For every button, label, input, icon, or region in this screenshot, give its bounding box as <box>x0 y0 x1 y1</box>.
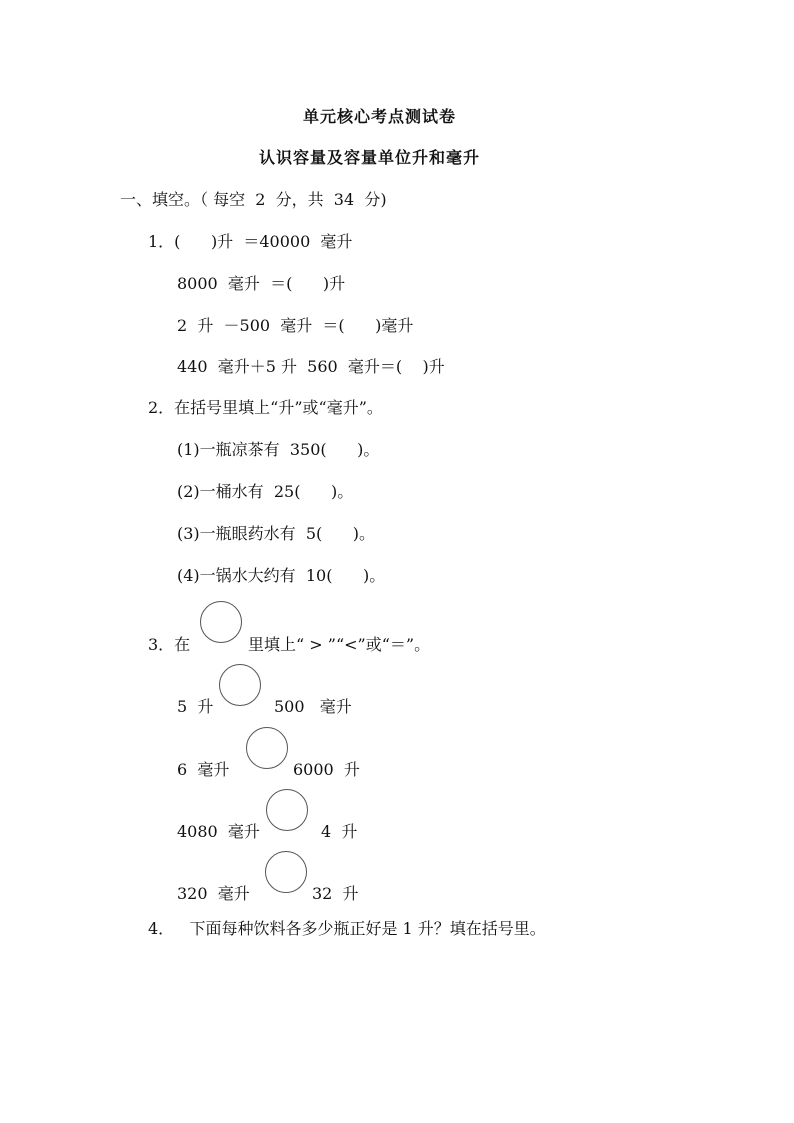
question-2-item: (3)一瓶眼药水有 5( )。 <box>177 524 376 543</box>
compare-right: 500 毫升 <box>274 697 352 716</box>
worksheet-subtitle: 认识容量及容量单位升和毫升 <box>259 148 481 167</box>
compare-left: 4080 毫升 <box>177 822 260 841</box>
comparison-circle-icon <box>200 601 242 643</box>
compare-right: 4 升 <box>321 822 358 841</box>
answer-circle[interactable] <box>265 851 307 893</box>
compare-right: 32 升 <box>312 884 359 903</box>
question-2-item: (2)一桶水有 25( )。 <box>177 482 354 501</box>
question-4: 4． 下面每种饮料各多少瓶正好是 1 升？填在括号里。 <box>148 919 546 938</box>
question-1-line: 8000 毫升 ＝( )升 <box>177 274 346 293</box>
question-1-line: 2 升 －500 毫升 ＝( )毫升 <box>177 316 414 335</box>
compare-left: 6 毫升 <box>177 760 230 779</box>
question-2-item: (4)一锅水大约有 10( )。 <box>177 566 386 585</box>
question-1-line: 440 毫升＋5 升 560 毫升＝( )升 <box>177 357 445 376</box>
section-heading: 一、填空。（ 每空 2 分，共 34 分) <box>120 190 387 209</box>
question-3-prefix: 3．在 <box>148 635 191 654</box>
answer-circle[interactable] <box>219 664 261 706</box>
worksheet-title: 单元核心考点测试卷 <box>303 107 457 126</box>
question-2-item: (1)一瓶凉茶有 350( )。 <box>177 440 380 459</box>
compare-left: 5 升 <box>177 697 214 716</box>
answer-circle[interactable] <box>246 727 288 769</box>
question-1: 1．( )升 ＝40000 毫升 <box>148 232 353 251</box>
answer-circle[interactable] <box>266 789 308 831</box>
compare-left: 320 毫升 <box>177 884 250 903</box>
question-3-suffix: 里填上“ > ”“<”或“＝”。 <box>248 635 431 654</box>
compare-right: 6000 升 <box>293 760 360 779</box>
question-2: 2．在括号里填上“升”或“毫升”。 <box>148 398 383 417</box>
